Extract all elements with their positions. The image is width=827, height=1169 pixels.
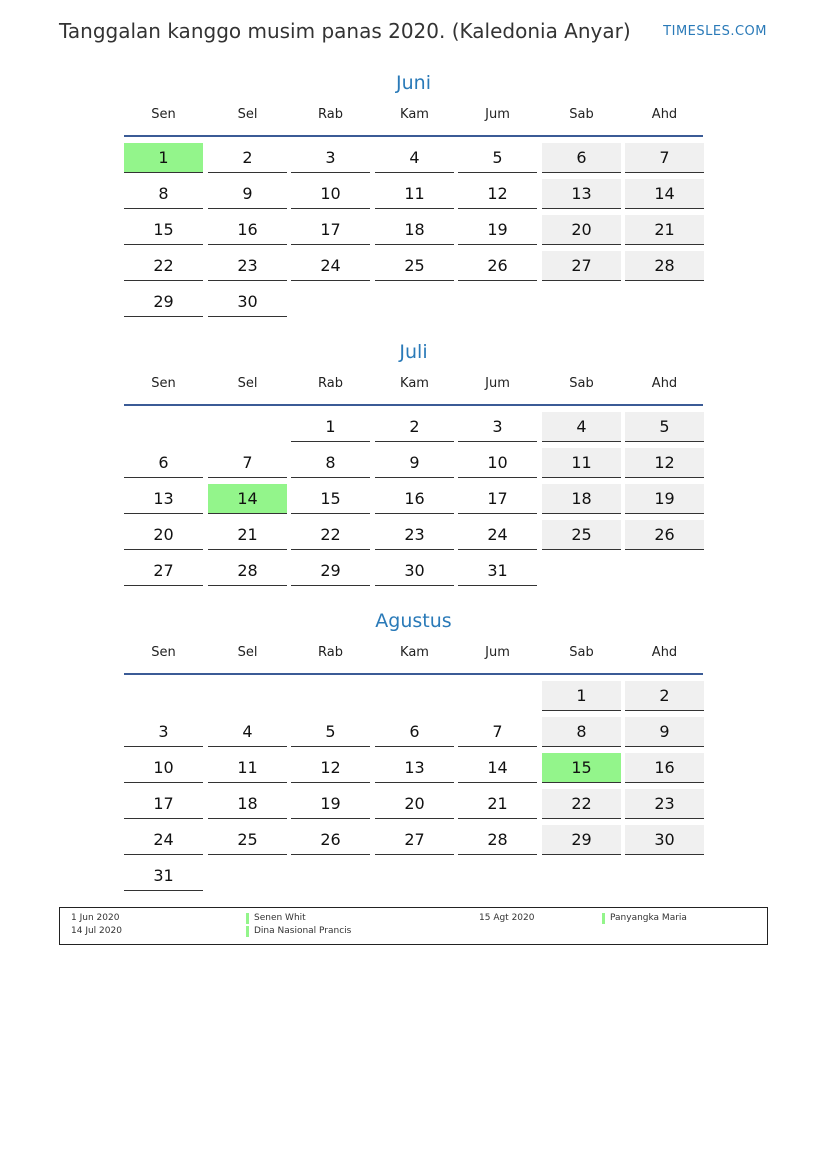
day-cell: 31 <box>458 556 537 586</box>
day-cell: 22 <box>291 520 370 550</box>
weekday-label: Kam <box>400 376 429 391</box>
weekday-label: Sel <box>237 645 258 660</box>
day-cell: 9 <box>625 717 704 747</box>
day-cell: 30 <box>208 287 287 317</box>
day-cell: 6 <box>124 448 203 478</box>
day-cell: 23 <box>625 789 704 819</box>
weekday-label: Rab <box>318 376 343 391</box>
day-cell: 23 <box>375 520 454 550</box>
weekday-header <box>124 366 703 404</box>
day-cell: 8 <box>542 717 621 747</box>
weekday-label: Sab <box>569 376 594 391</box>
day-cell: 29 <box>124 287 203 317</box>
legend-holiday-name: Dina Nasional Prancis <box>254 926 352 936</box>
page-title: Tanggalan kanggo musim panas 2020. (Kaledonia Anyar) <box>59 19 631 43</box>
day-cell: 3 <box>291 143 370 173</box>
holiday-day-cell: 1 <box>124 143 203 173</box>
day-cell: 16 <box>625 753 704 783</box>
day-cell: 3 <box>124 717 203 747</box>
day-cell: 6 <box>375 717 454 747</box>
day-cell: 15 <box>291 484 370 514</box>
month-name: Juni <box>396 72 431 94</box>
day-cell: 11 <box>542 448 621 478</box>
day-cell: 19 <box>625 484 704 514</box>
day-cell: 16 <box>375 484 454 514</box>
legend-holiday-name: Panyangka Maria <box>610 913 687 923</box>
brand-link[interactable]: TIMESLES.COM <box>663 24 767 39</box>
day-cell: 8 <box>124 179 203 209</box>
day-cell: 1 <box>291 412 370 442</box>
day-cell: 30 <box>625 825 704 855</box>
day-cell: 5 <box>625 412 704 442</box>
weekday-label: Sab <box>569 107 594 122</box>
day-cell: 24 <box>291 251 370 281</box>
legend-holiday-name: Senen Whit <box>254 913 306 923</box>
legend-date: 14 Jul 2020 <box>71 926 122 936</box>
month-name: Juli <box>399 341 428 363</box>
day-cell: 10 <box>291 179 370 209</box>
legend-holiday-marker <box>602 913 605 924</box>
day-cell: 17 <box>291 215 370 245</box>
weekday-label: Ahd <box>651 376 678 391</box>
day-cell: 8 <box>291 448 370 478</box>
day-cell: 5 <box>291 717 370 747</box>
day-cell: 19 <box>458 215 537 245</box>
day-cell: 9 <box>208 179 287 209</box>
day-cell: 28 <box>458 825 537 855</box>
day-cell: 28 <box>208 556 287 586</box>
weekday-label: Sel <box>237 376 258 391</box>
day-cell: 22 <box>542 789 621 819</box>
day-cell: 2 <box>208 143 287 173</box>
day-cell: 14 <box>458 753 537 783</box>
day-cell: 14 <box>625 179 704 209</box>
day-cell: 10 <box>124 753 203 783</box>
day-cell: 12 <box>458 179 537 209</box>
day-cell: 26 <box>625 520 704 550</box>
day-cell: 25 <box>542 520 621 550</box>
day-cell: 20 <box>542 215 621 245</box>
day-cell: 6 <box>542 143 621 173</box>
weekday-label: Rab <box>318 645 343 660</box>
day-cell: 24 <box>458 520 537 550</box>
day-cell: 22 <box>124 251 203 281</box>
month-name: Agustus <box>375 610 452 632</box>
day-cell: 26 <box>458 251 537 281</box>
month-agustus <box>124 607 703 885</box>
weekday-label: Kam <box>400 645 429 660</box>
weekday-label: Jum <box>485 376 510 391</box>
header-divider <box>124 135 703 137</box>
holiday-day-cell: 15 <box>542 753 621 783</box>
day-cell: 18 <box>208 789 287 819</box>
day-cell: 13 <box>542 179 621 209</box>
weekday-label: Kam <box>400 107 429 122</box>
day-cell: 7 <box>625 143 704 173</box>
day-cell: 7 <box>458 717 537 747</box>
legend-date: 1 Jun 2020 <box>71 913 120 923</box>
day-cell: 21 <box>208 520 287 550</box>
header-divider <box>124 404 703 406</box>
day-cell: 16 <box>208 215 287 245</box>
legend-holiday-marker <box>246 913 249 924</box>
header-divider <box>124 673 703 675</box>
day-cell: 24 <box>124 825 203 855</box>
day-cell: 3 <box>458 412 537 442</box>
day-cell: 27 <box>124 556 203 586</box>
weekday-header <box>124 97 703 135</box>
weekday-label: Ahd <box>651 645 678 660</box>
legend-holiday-marker <box>246 926 249 937</box>
weekday-label: Ahd <box>651 107 678 122</box>
day-cell: 13 <box>124 484 203 514</box>
weekday-label: Jum <box>485 645 510 660</box>
day-cell: 27 <box>542 251 621 281</box>
day-cell: 7 <box>208 448 287 478</box>
day-cell: 25 <box>375 251 454 281</box>
day-cell: 31 <box>124 861 203 891</box>
day-cell: 21 <box>625 215 704 245</box>
day-cell: 4 <box>208 717 287 747</box>
day-cell: 5 <box>458 143 537 173</box>
weekday-label: Rab <box>318 107 343 122</box>
weekday-label: Sab <box>569 645 594 660</box>
day-cell: 20 <box>124 520 203 550</box>
day-cell: 4 <box>375 143 454 173</box>
day-cell: 17 <box>124 789 203 819</box>
day-cell: 29 <box>291 556 370 586</box>
day-cell: 2 <box>375 412 454 442</box>
day-cell: 30 <box>375 556 454 586</box>
day-cell: 9 <box>375 448 454 478</box>
day-cell: 23 <box>208 251 287 281</box>
weekday-label: Sen <box>151 107 176 122</box>
day-cell: 13 <box>375 753 454 783</box>
day-cell: 12 <box>625 448 704 478</box>
month-juni <box>124 69 703 311</box>
weekday-label: Sen <box>151 645 176 660</box>
day-cell: 12 <box>291 753 370 783</box>
day-cell: 27 <box>375 825 454 855</box>
day-cell: 1 <box>542 681 621 711</box>
day-cell: 15 <box>124 215 203 245</box>
month-juli <box>124 338 703 580</box>
day-cell: 4 <box>542 412 621 442</box>
holiday-day-cell: 14 <box>208 484 287 514</box>
day-cell: 2 <box>625 681 704 711</box>
legend-date: 15 Agt 2020 <box>479 913 535 923</box>
day-cell: 29 <box>542 825 621 855</box>
day-cell: 26 <box>291 825 370 855</box>
day-cell: 20 <box>375 789 454 819</box>
holiday-legend <box>59 907 768 945</box>
day-cell: 18 <box>375 215 454 245</box>
day-cell: 25 <box>208 825 287 855</box>
day-cell: 17 <box>458 484 537 514</box>
day-cell: 18 <box>542 484 621 514</box>
day-cell: 28 <box>625 251 704 281</box>
weekday-header <box>124 635 703 673</box>
day-cell: 10 <box>458 448 537 478</box>
weekday-label: Jum <box>485 107 510 122</box>
day-cell: 21 <box>458 789 537 819</box>
weekday-label: Sen <box>151 376 176 391</box>
day-cell: 11 <box>208 753 287 783</box>
day-cell: 19 <box>291 789 370 819</box>
day-cell: 11 <box>375 179 454 209</box>
weekday-label: Sel <box>237 107 258 122</box>
